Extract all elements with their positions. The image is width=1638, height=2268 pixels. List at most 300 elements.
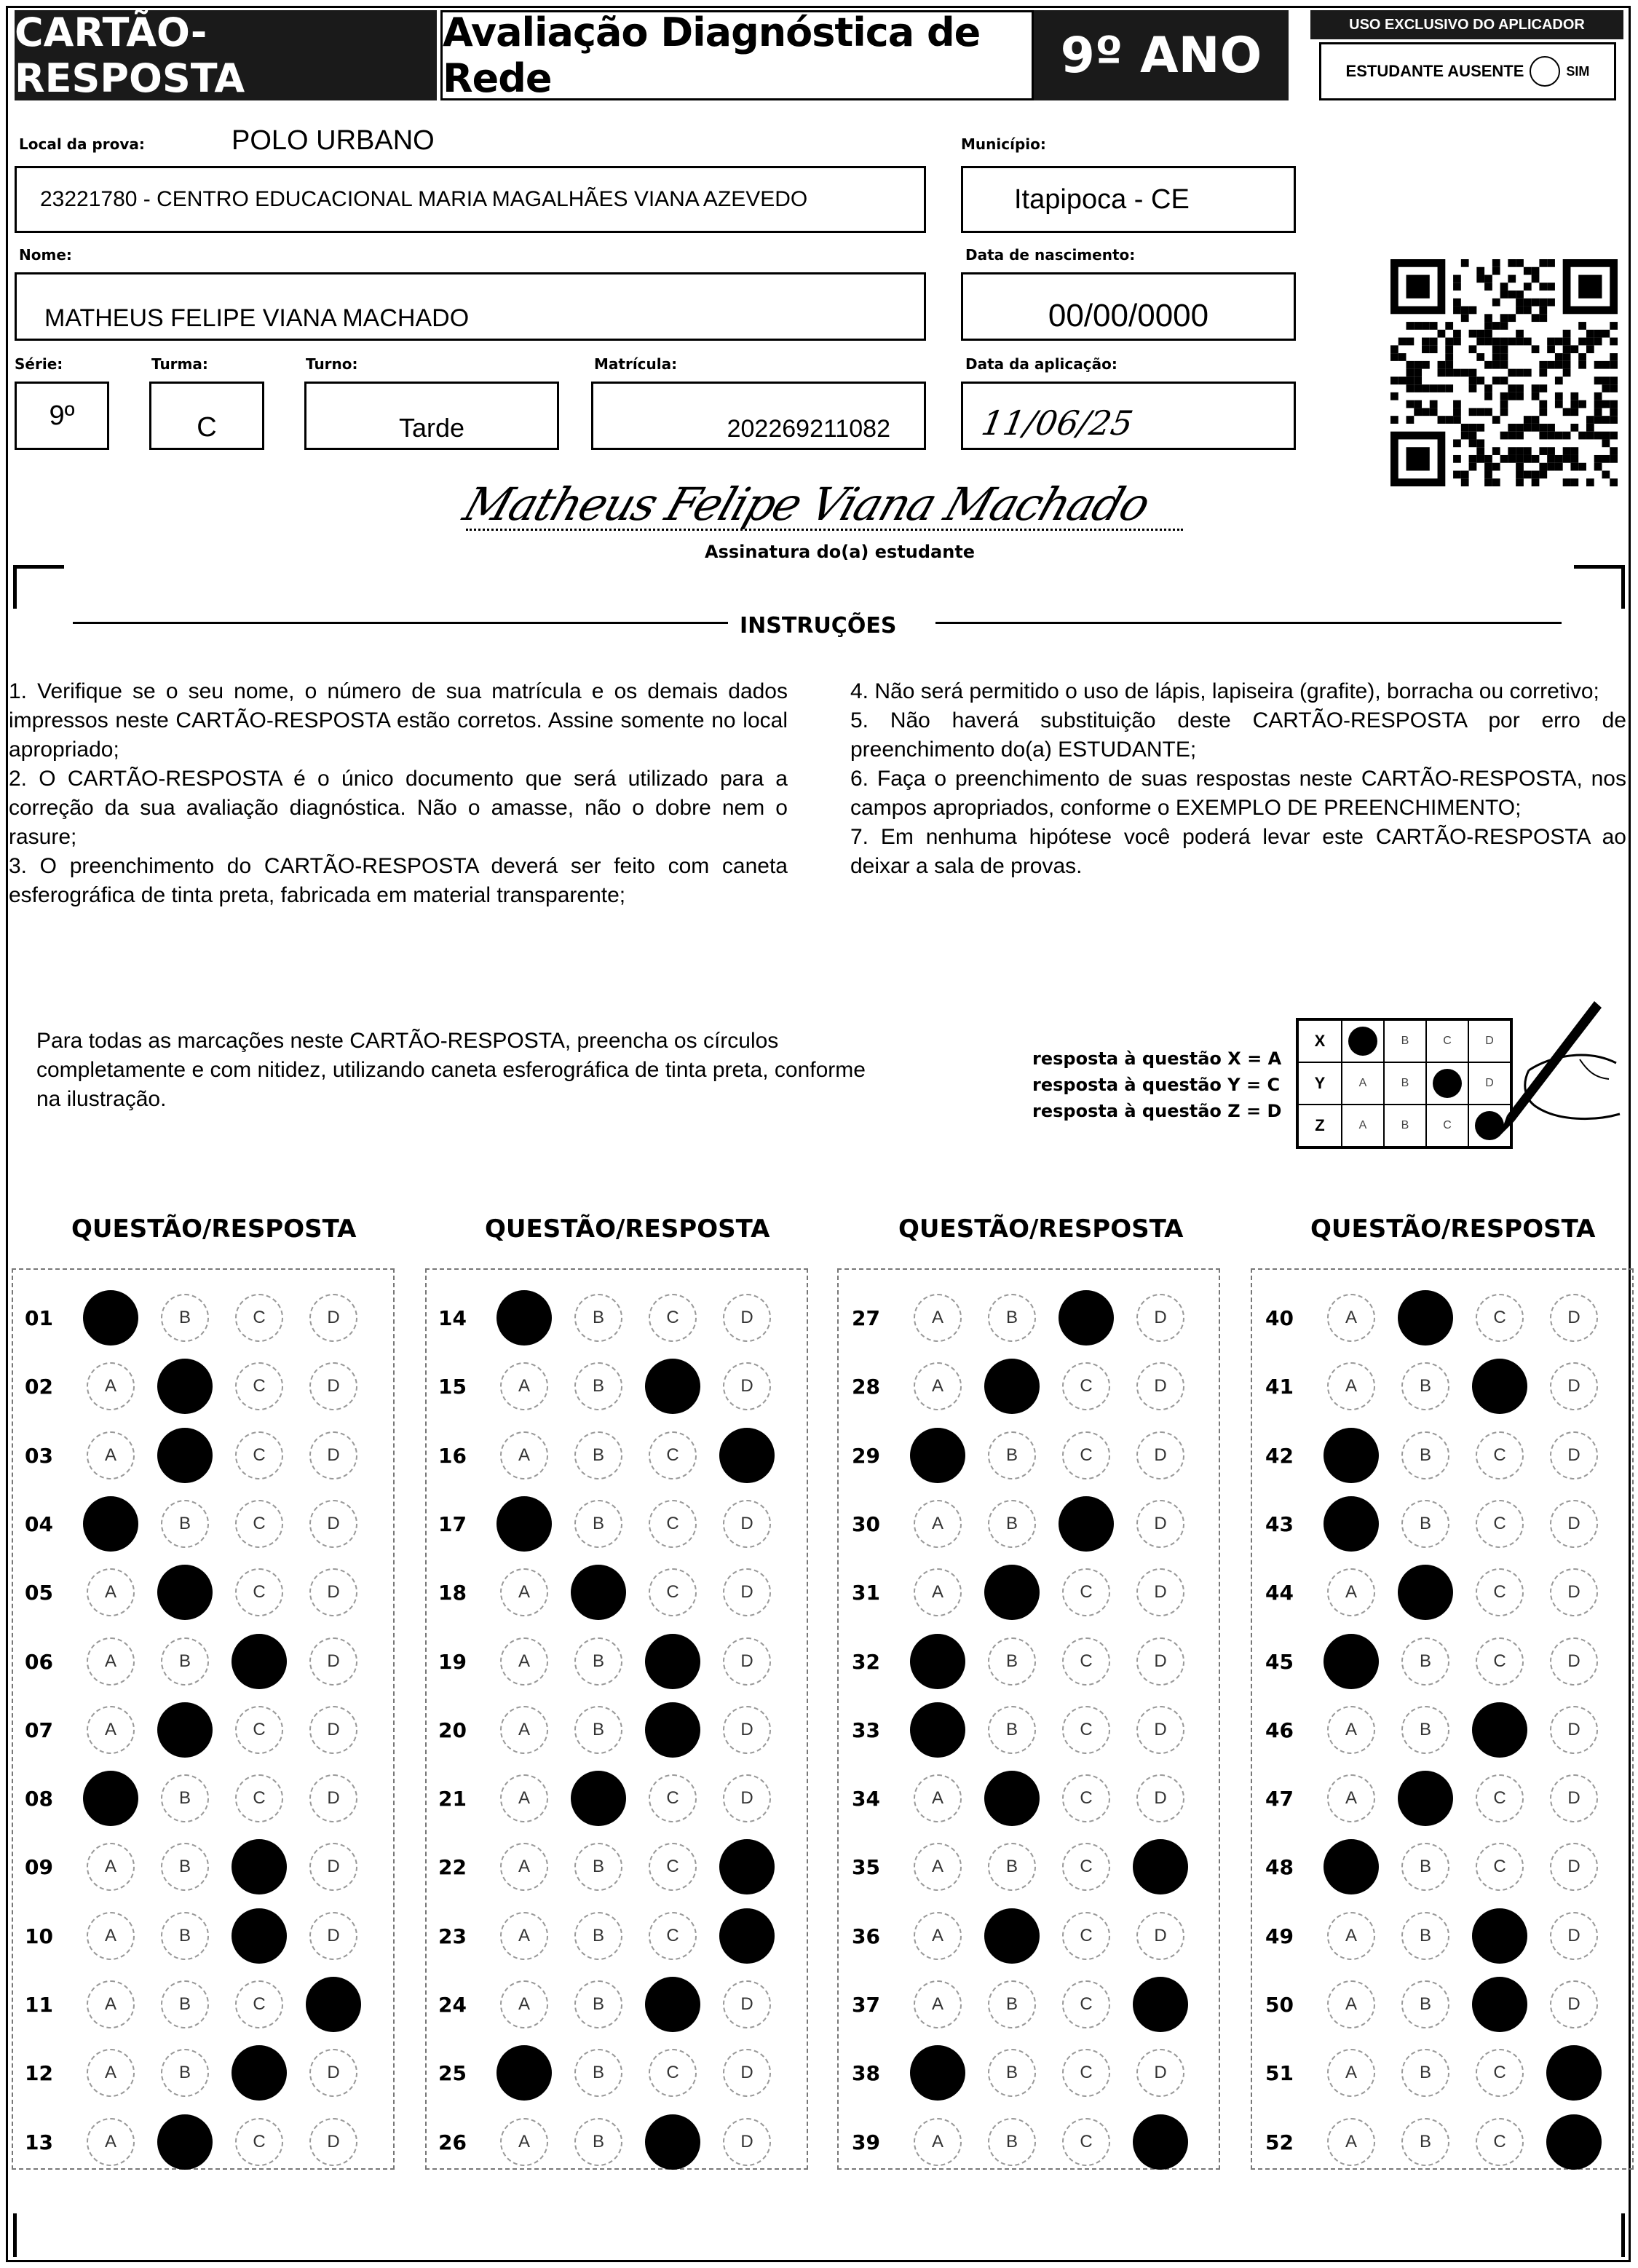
aplicacao-value: 11/06/25 [978,403,1136,443]
answer-bubble-a[interactable]: A [914,1362,962,1410]
answer-bubble-a[interactable]: A [914,1912,962,1960]
serie-field [15,382,109,450]
question-number: 08 [25,1787,53,1811]
answer-bubble-a[interactable]: A [87,1843,135,1891]
card-title: CARTÃO-RESPOSTA [15,10,437,100]
question-number: 16 [438,1443,467,1468]
answer-bubble-d[interactable]: D [723,1568,771,1616]
answer-bubble-d[interactable]: D [1550,1294,1598,1342]
answer-bubble-a[interactable]: A [1327,1706,1375,1754]
answer-bubble-c[interactable] [1472,1977,1527,2032]
answer-bubble-c[interactable]: C [1062,1637,1110,1686]
answer-bubble-b[interactable] [157,1565,213,1620]
answer-bubble-a[interactable]: A [87,1980,135,2028]
question-number: 52 [1265,2130,1294,2154]
answer-bubble-c[interactable]: C [1476,1568,1524,1616]
exam-title: Avaliação Diagnóstica de Rede [440,10,1034,100]
answer-bubble-b[interactable] [1398,1290,1453,1346]
school-value: 23221780 - CENTRO EDUCACIONAL MARIA MAGALHÃES VIANA AZEVEDO [40,187,808,211]
answer-bubble-b[interactable] [157,1702,213,1758]
answer-bubble-d[interactable]: D [309,1362,357,1410]
question-number: 38 [852,2061,880,2086]
answer-bubble-a[interactable]: A [500,1706,548,1754]
instruction-item: 5. Não haverá substituição deste CARTÃO-RESPOSTA por erro de preenchimento do(a) ESTUDANTE; [850,708,1626,762]
question-number: 15 [438,1375,467,1399]
answer-bubble-b[interactable]: B [574,1294,622,1342]
answer-bubble-c[interactable]: C [1476,1500,1524,1548]
answer-bubble-b[interactable] [157,1359,213,1414]
question-number: 22 [438,1855,467,1880]
answer-bubble-b[interactable] [984,1771,1040,1826]
answer-bubble-b[interactable]: B [574,1637,622,1686]
instruction-item: 7. Em nenhuma hipótese você poderá levar este CARTÃO-RESPOSTA ao deixar a sala de provas. [850,825,1626,878]
answer-bubble-c[interactable]: C [235,1431,283,1479]
answer-bubble-b[interactable] [571,1565,626,1620]
question-number: 47 [1265,1787,1294,1811]
answer-bubble-b[interactable]: B [574,2118,622,2166]
example-filled-bubble [1348,1027,1377,1056]
answer-bubble-a[interactable] [1324,1634,1379,1689]
answer-bubble-a[interactable]: A [914,1294,962,1342]
answer-bubble-c[interactable]: C [235,1362,283,1410]
column-title: QUESTÃO/RESPOSTA [898,1214,1184,1244]
question-number: 18 [438,1581,467,1605]
answer-bubble-d[interactable]: D [1136,1431,1184,1479]
answer-bubble-d[interactable]: D [309,1500,357,1548]
answer-bubble-d[interactable]: D [309,1637,357,1686]
column-title: QUESTÃO/RESPOSTA [485,1214,770,1244]
answer-bubble-d[interactable]: D [723,1637,771,1686]
answer-bubble-d[interactable]: D [1550,1706,1598,1754]
answer-bubble-c[interactable] [232,1634,287,1689]
answer-bubble-a[interactable] [1324,1496,1379,1552]
answer-bubble-b[interactable]: B [574,1980,622,2028]
answer-bubble-a[interactable]: A [500,1637,548,1686]
turma-value: C [197,412,217,443]
signature: Matheus Felipe Viana Machado [457,478,1156,531]
question-number: 05 [25,1581,53,1605]
answer-bubble-a[interactable] [910,1702,965,1758]
answer-bubble-a[interactable]: A [1327,2118,1375,2166]
example-cell [1426,1062,1468,1105]
answer-bubble-c[interactable] [1059,1496,1114,1552]
example-cell: D [1468,1020,1511,1062]
answer-bubble-b[interactable]: B [161,1843,209,1891]
answer-bubble-b[interactable] [157,2114,213,2170]
question-number: 48 [1265,1855,1294,1880]
answer-bubble-b[interactable]: B [574,1706,622,1754]
answer-bubble-d[interactable]: D [723,1706,771,1754]
answer-bubble-a[interactable]: A [500,1912,548,1960]
example-cell: B [1384,1105,1426,1147]
answer-bubble-b[interactable]: B [988,1294,1036,1342]
answer-bubble-b[interactable]: B [161,1637,209,1686]
answer-bubble-b[interactable]: B [1401,1912,1449,1960]
answer-bubble-d[interactable]: D [1136,1568,1184,1616]
answer-bubble-a[interactable]: A [914,2118,962,2166]
matricula-value: 202269211082 [727,415,890,443]
answer-bubble-b[interactable] [1398,1771,1453,1826]
answer-bubble-d[interactable]: D [1550,1500,1598,1548]
answer-bubble-c[interactable] [232,1908,287,1964]
answer-bubble-b[interactable]: B [1401,1500,1449,1548]
answer-bubble-b[interactable]: B [574,2049,622,2097]
answer-bubble-a[interactable]: A [914,1774,962,1822]
answer-bubble-d[interactable]: D [723,1980,771,2028]
answer-bubble-a[interactable]: A [500,1362,548,1410]
answer-bubble-a[interactable]: A [1327,1362,1375,1410]
answer-bubble-a[interactable]: A [500,1431,548,1479]
answer-bubble-d[interactable] [719,1428,775,1483]
answer-bubble-c[interactable]: C [1476,1294,1524,1342]
answer-bubble-a[interactable]: A [1327,1294,1375,1342]
answer-bubble-c[interactable] [645,2114,700,2170]
answer-bubble-b[interactable]: B [988,2049,1036,2097]
answer-bubble-b[interactable]: B [1401,1637,1449,1686]
turno-field [304,382,559,450]
answer-bubble-d[interactable] [306,1977,361,2032]
question-number: 24 [438,1993,467,2017]
answer-bubble-c[interactable]: C [235,1706,283,1754]
answer-bubble-d[interactable]: D [309,1431,357,1479]
answer-bubble-a[interactable] [496,1290,552,1346]
answer-bubble-b[interactable]: B [574,1843,622,1891]
answer-bubble-a[interactable]: A [1327,2049,1375,2097]
answer-bubble-a[interactable]: A [500,1980,548,2028]
answer-bubble-c[interactable]: C [1062,1774,1110,1822]
answer-bubble-b[interactable]: B [161,1774,209,1822]
answer-bubble-c[interactable]: C [1062,1912,1110,1960]
answer-bubble-b[interactable] [1398,1565,1453,1620]
question-number: 42 [1265,1443,1294,1468]
answer-bubble-c[interactable]: C [1062,2049,1110,2097]
example-row-label: X [1298,1020,1342,1062]
answer-bubble-a[interactable]: A [87,1912,135,1960]
answer-bubble-c[interactable]: C [1476,2049,1524,2097]
answer-bubble-a[interactable]: A [87,1362,135,1410]
answer-bubble-c[interactable]: C [235,1568,283,1616]
answer-bubble-d[interactable] [1133,2114,1188,2170]
answer-bubble-b[interactable]: B [1401,1980,1449,2028]
answer-bubble-c[interactable] [1472,1359,1527,1414]
example-row-label: Y [1298,1062,1342,1105]
signature-label: Assinatura do(a) estudante [705,542,976,562]
answer-bubble-a[interactable]: A [914,1843,962,1891]
answer-bubble-b[interactable]: B [161,2049,209,2097]
instruction-item: 1. Verifique se o seu nome, o número de sua matrícula e os demais dados impressos neste CARTÃO-RESPOSTA estão corretos. Assine somente no local apropriado; [9,679,788,762]
question-number: 23 [438,1924,467,1948]
answer-bubble-b[interactable]: B [574,1500,622,1548]
answer-bubble-d[interactable]: D [723,2049,771,2097]
question-number: 46 [1265,1718,1294,1742]
answer-bubble-d[interactable]: D [723,1774,771,1822]
answer-bubble-d[interactable]: D [1550,1431,1598,1479]
answer-bubble-c[interactable]: C [1062,1362,1110,1410]
answer-bubble-c[interactable] [645,1702,700,1758]
question-number: 36 [852,1924,880,1948]
nasc-field [961,272,1296,341]
question-number: 27 [852,1306,880,1330]
turno-value: Tarde [398,413,465,443]
answer-bubble-d[interactable] [1133,1977,1188,2032]
answer-bubble-b[interactable]: B [988,1431,1036,1479]
answer-bubble-b[interactable]: B [1401,1362,1449,1410]
question-number: 40 [1265,1306,1294,1330]
answer-bubble-a[interactable]: A [1327,1568,1375,1616]
answer-bubble-a[interactable]: A [1327,1912,1375,1960]
corner-mark [13,565,64,609]
answer-bubble-d[interactable] [1133,1839,1188,1894]
answer-bubble-c[interactable]: C [235,1980,283,2028]
answer-bubble-b[interactable]: B [1401,1431,1449,1479]
turma-label: Turma: [151,355,208,373]
instruction-item: 3. O preenchimento do CARTÃO-RESPOSTA deverá ser feito com caneta esferográfica de tinta preta, fabricada em material transparente; [9,854,788,907]
answer-bubble-a[interactable]: A [914,1568,962,1616]
question-number: 02 [25,1375,53,1399]
matricula-field [591,382,926,450]
answer-bubble-c[interactable]: C [235,1500,283,1548]
absent-option: SIM [1566,63,1590,79]
example-grid [1296,1018,1513,1149]
answer-bubble-b[interactable]: B [574,1431,622,1479]
legend-item: resposta à questão X = A [1032,1048,1282,1069]
answer-bubble-b[interactable]: B [161,1500,209,1548]
answer-bubble-a[interactable]: A [1327,1774,1375,1822]
answer-bubble-b[interactable]: B [574,1912,622,1960]
question-number: 51 [1265,2061,1294,2086]
question-number: 28 [852,1375,880,1399]
answer-bubble-d[interactable]: D [1136,1500,1184,1548]
answer-bubble-a[interactable]: A [87,2118,135,2166]
answer-bubble-d[interactable]: D [1136,1294,1184,1342]
answer-bubble-d[interactable] [1546,2114,1602,2170]
answer-bubble-d[interactable]: D [309,2118,357,2166]
question-number: 17 [438,1512,467,1536]
answer-bubble-d[interactable]: D [723,1362,771,1410]
answer-bubble-a[interactable]: A [500,2118,548,2166]
answer-bubble-c[interactable]: C [1476,1431,1524,1479]
instructions-title: INSTRUÇÕES [740,613,897,639]
answer-bubble-c[interactable]: C [649,1912,697,1960]
corner-mark [1574,565,1625,609]
answer-bubble-b[interactable]: B [1401,2049,1449,2097]
answer-bubble-b[interactable]: B [1401,1706,1449,1754]
answer-bubble-d[interactable]: D [1136,1774,1184,1822]
question-number: 11 [25,1993,53,2017]
answer-bubble-b[interactable]: B [1401,2118,1449,2166]
answer-bubble-d[interactable]: D [309,1706,357,1754]
answer-bubble-c[interactable]: C [649,1294,697,1342]
answer-bubble-b[interactable]: B [161,1294,209,1342]
local-value: POLO URBANO [232,125,435,156]
answer-bubble-c[interactable]: C [235,1294,283,1342]
answer-bubble-a[interactable] [910,2045,965,2101]
legend-item: resposta à questão Z = D [1032,1101,1282,1121]
answer-bubble-a[interactable]: A [500,1568,548,1616]
answer-bubble-a[interactable] [496,1496,552,1552]
question-number: 03 [25,1443,53,1468]
answer-bubble-d[interactable]: D [309,2049,357,2097]
answer-bubble-d[interactable]: D [1136,2049,1184,2097]
matricula-label: Matrícula: [594,355,678,373]
legend-item: resposta à questão Y = C [1032,1075,1281,1095]
turno-label: Turno: [306,355,358,373]
answer-bubble-b[interactable]: B [988,1637,1036,1686]
question-number: 45 [1265,1649,1294,1674]
answer-bubble-d[interactable]: D [1550,1362,1598,1410]
question-number: 50 [1265,1993,1294,2017]
answer-bubble-b[interactable] [984,1359,1040,1414]
nome-field [15,272,926,341]
answer-bubble-c[interactable]: C [649,1568,697,1616]
answer-bubble-c[interactable]: C [1062,1980,1110,2028]
answer-bubble-c[interactable] [232,2045,287,2101]
answer-bubble-d[interactable]: D [309,1568,357,1616]
question-number: 49 [1265,1924,1294,1948]
answer-bubble-a[interactable]: A [87,1706,135,1754]
answer-bubble-a[interactable]: A [87,2049,135,2097]
question-number: 25 [438,2061,467,2086]
answer-bubble-c[interactable]: C [649,1843,697,1891]
answer-bubble-b[interactable]: B [988,2118,1036,2166]
absent-bubble[interactable] [1530,56,1560,87]
answer-bubble-c[interactable] [645,1359,700,1414]
answer-bubble-c[interactable]: C [649,1431,697,1479]
answer-bubble-c[interactable]: C [649,1500,697,1548]
column-title: QUESTÃO/RESPOSTA [1310,1214,1596,1244]
answer-bubble-b[interactable]: B [988,1843,1036,1891]
example-cell: C [1426,1020,1468,1062]
answer-bubble-c[interactable]: C [1476,1637,1524,1686]
answer-bubble-b[interactable]: B [161,1912,209,1960]
answer-bubble-d[interactable]: D [723,2118,771,2166]
answer-bubble-b[interactable]: B [988,1706,1036,1754]
answer-bubble-c[interactable] [1472,1908,1527,1964]
answer-bubble-c[interactable]: C [1062,1431,1110,1479]
answer-bubble-d[interactable]: D [1136,1637,1184,1686]
answer-bubble-d[interactable] [719,1839,775,1894]
answer-bubble-d[interactable]: D [723,1294,771,1342]
answer-bubble-c[interactable]: C [1062,1706,1110,1754]
instruction-item: 6. Faça o preenchimento de suas respostas neste CARTÃO-RESPOSTA, nos campos apropriados, conforme o EXEMPLO DE PREENCHIMENTO; [850,767,1626,820]
question-number: 21 [438,1787,467,1811]
answer-bubble-c[interactable]: C [1476,1774,1524,1822]
answer-bubble-d[interactable]: D [1550,1637,1598,1686]
answer-bubble-a[interactable] [83,1496,138,1552]
answer-bubble-a[interactable] [1324,1428,1379,1483]
answer-bubble-c[interactable]: C [235,1774,283,1822]
answer-bubble-c[interactable] [1059,1290,1114,1346]
answer-bubble-b[interactable]: B [988,1980,1036,2028]
question-number: 20 [438,1718,467,1742]
answer-bubble-a[interactable] [1324,1839,1379,1894]
answer-bubble-a[interactable] [910,1634,965,1689]
answer-bubble-c[interactable]: C [1476,1843,1524,1891]
answer-bubble-b[interactable]: B [574,1362,622,1410]
school-field [15,166,926,233]
answer-bubble-d[interactable]: D [1550,1568,1598,1616]
answer-bubble-b[interactable] [157,1428,213,1483]
answer-bubble-b[interactable]: B [988,1500,1036,1548]
absent-label: ESTUDANTE AUSENTE [1345,62,1524,80]
answer-bubble-d[interactable]: D [1550,1843,1598,1891]
answer-bubble-d[interactable] [719,1908,775,1964]
question-number: 07 [25,1718,53,1742]
answer-bubble-a[interactable]: A [87,1637,135,1686]
answer-bubble-d[interactable]: D [309,1294,357,1342]
answer-bubble-a[interactable]: A [87,1568,135,1616]
answer-bubble-c[interactable]: C [1062,1843,1110,1891]
answer-bubble-c[interactable]: C [649,2049,697,2097]
answer-bubble-c[interactable] [645,1634,700,1689]
answer-bubble-a[interactable]: A [500,1774,548,1822]
answer-bubble-c[interactable] [1472,1702,1527,1758]
answer-bubble-a[interactable]: A [500,1843,548,1891]
answer-bubble-a[interactable] [83,1771,138,1826]
column-title: QUESTÃO/RESPOSTA [71,1214,357,1244]
answer-bubble-a[interactable]: A [914,1500,962,1548]
municipio-label: Município: [961,135,1046,153]
answer-bubble-a[interactable]: A [87,1431,135,1479]
answer-bubble-d[interactable]: D [1136,1706,1184,1754]
question-number: 10 [25,1924,53,1948]
answer-bubble-c[interactable] [645,1977,700,2032]
answer-bubble-d[interactable]: D [1550,1980,1598,2028]
applicator-label: USO EXCLUSIVO DO APLICADOR [1310,10,1623,39]
answer-bubble-b[interactable]: B [1401,1843,1449,1891]
answer-bubble-a[interactable] [910,1428,965,1483]
example-cell: D [1468,1062,1511,1105]
answer-bubble-d[interactable]: D [723,1500,771,1548]
question-number: 12 [25,2061,53,2086]
answer-bubble-b[interactable] [984,1565,1040,1620]
answer-bubble-a[interactable] [496,2045,552,2101]
answer-bubble-a[interactable]: A [1327,1980,1375,2028]
answer-bubble-c[interactable]: C [1062,2118,1110,2166]
question-number: 39 [852,2130,880,2154]
answer-bubble-c[interactable]: C [1476,2118,1524,2166]
answer-bubble-d[interactable]: D [309,1912,357,1960]
question-number: 04 [25,1512,53,1536]
turma-field [149,382,264,450]
answer-bubble-d[interactable]: D [1550,1912,1598,1960]
question-number: 35 [852,1855,880,1880]
serie-value: 9º [49,400,75,431]
answer-bubble-a[interactable] [83,1290,138,1346]
answer-bubble-d[interactable]: D [1136,1362,1184,1410]
answer-bubble-d[interactable]: D [1136,1912,1184,1960]
answer-bubble-c[interactable]: C [1062,1568,1110,1616]
answer-bubble-b[interactable]: B [161,1980,209,2028]
answer-bubble-d[interactable]: D [309,1843,357,1891]
absent-box [1319,42,1616,100]
answer-bubble-d[interactable]: D [1550,1774,1598,1822]
question-number: 43 [1265,1512,1294,1536]
answer-bubble-b[interactable] [984,1908,1040,1964]
municipio-value: Itapipoca - CE [1014,183,1190,215]
answer-bubble-a[interactable]: A [914,1980,962,2028]
instructions-left [9,677,788,910]
answer-bubble-c[interactable]: C [235,2118,283,2166]
serie-label: Série: [15,355,63,373]
question-number: 37 [852,1993,880,2017]
answer-bubble-b[interactable] [571,1771,626,1826]
answer-bubble-d[interactable] [1546,2045,1602,2101]
answer-bubble-c[interactable] [232,1839,287,1894]
answer-bubble-c[interactable]: C [649,1774,697,1822]
question-number: 29 [852,1443,880,1468]
answer-bubble-d[interactable]: D [309,1774,357,1822]
